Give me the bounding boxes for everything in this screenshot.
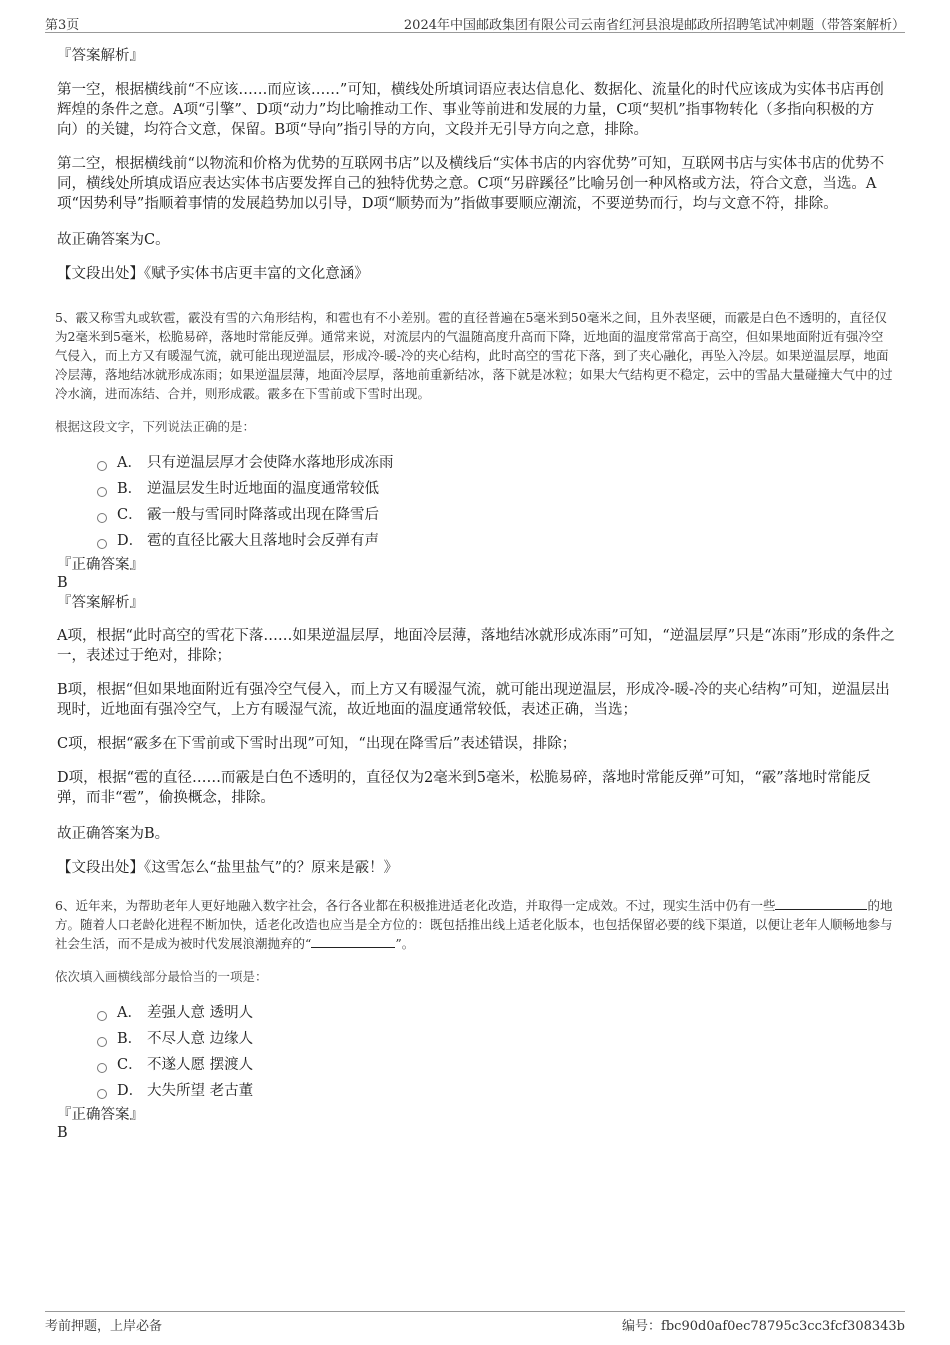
radio-icon[interactable] bbox=[97, 1063, 107, 1073]
q5-question-text: 5、霰又称雪丸或软雹，霰没有雪的六角形结构，和雹也有不小差别。雹的直径普遍在5毫米到50毫米之间，且外表坚硬，而霰是白色不透明的，直径仅为2毫米到5毫米，松脆易碎，落地时常能反弹。通常来说，对流层内的气温随高度升高而下降，近地面的温度常常高于高空，但如果地面附近有强冷空气侵入，而上方又有暖湿气流，就可能出现逆温层，形成冷-暖-冷的夹心结构，此时高空的雪花下落，到了夹心融化，再坠入冷层。如果逆温层厚，地面冷层薄，落地结冰就形成冻雨；如果逆温层薄，地面冷层厚，落地前重新结冰，落下就是冰粒；如果大气结构更不稳定，云中的雪晶大量碰撞大气中的过冷水滴，进而冻结、合并，则形成霰。霰多在下雪前或下雪时出现。 bbox=[55, 310, 893, 401]
page-content bbox=[55, 46, 895, 1142]
q4-conclusion: 故正确答案为C。 bbox=[57, 232, 170, 248]
q5-analysis-d: D项，根据“雹的直径……而霰是白色不透明的，直径仅为2毫米到5毫米，松脆易碎，落地时常能反弹”可知，“霰”落地时常能反弹，而非“雹”，偷换概念，排除。 bbox=[57, 770, 871, 806]
q4-analysis-para1: 第一空，根据横线前“不应该……而应该……”可知，横线处所填词语应表达信息化、数据化、流量化的时代应该成为实体书店再创辉煌的条件之意。A项“引擎”、D项“动力”均比喻推动工作、事业等前进和发展的力量，C项“契机”指事物转化（多指向积极的方向）的关键，均符合文意，保留。B项“导向”指引导的方向，文段并无引导方向之意，排除。 bbox=[57, 82, 884, 138]
footer-doc-id: 编号：fbc90d0af0ec78795c3cc3fcf308343b bbox=[622, 1319, 905, 1334]
radio-icon[interactable] bbox=[97, 1089, 107, 1099]
radio-icon[interactable] bbox=[97, 461, 107, 471]
footer-slogan: 考前押题，上岸必备 bbox=[45, 1319, 163, 1334]
q5-option-d[interactable]: D． 雹的直径比霰大且落地时会反弹有声 bbox=[97, 528, 895, 554]
radio-icon[interactable] bbox=[97, 1011, 107, 1021]
q5-option-a[interactable]: A． 只有逆温层厚才会使降水落地形成冻雨 bbox=[97, 450, 895, 476]
radio-icon[interactable] bbox=[97, 1037, 107, 1047]
q5-option-c[interactable]: C． 霰一般与雪同时降落或出现在降雪后 bbox=[97, 502, 895, 528]
fill-blank-2 bbox=[311, 935, 395, 948]
q5-correct-answer: B bbox=[57, 575, 68, 591]
q4-analysis-para2: 第二空，根据横线前“以物流和价格为优势的互联网书店”以及横线后“实体书店的内容优势”可知，互联网书店与实体书店的优势不同，横线处所填成语应表达实体书店要发挥自己的独特优势之意。C项“另辟蹊径”比喻另创一种风格或方法，符合文意，当选。A项“因势利导”指顺着事情的发展趋势加以引导，D项“顺势而为”指做事要顺应潮流，不要逆势而行，均与文意不符，排除。 bbox=[57, 156, 885, 212]
radio-icon[interactable] bbox=[97, 539, 107, 549]
q6-correct-label: 『正确答案』 bbox=[57, 1107, 144, 1123]
q5-conclusion: 故正确答案为B。 bbox=[57, 826, 170, 842]
q5-prompt: 根据这段文字，下列说法正确的是： bbox=[55, 419, 256, 434]
q6-prompt: 依次填入画横线部分最恰当的一项是： bbox=[55, 969, 268, 984]
q6-option-c[interactable]: C． 不遂人愿 摆渡人 bbox=[97, 1052, 895, 1078]
q5-correct-label: 『正确答案』 bbox=[57, 557, 144, 573]
radio-icon[interactable] bbox=[97, 487, 107, 497]
q6-question-text: 6、近年来，为帮助老年人更好地融入数字社会，各行各业都在积极推进适老化改造，并取得一定成效。不过，现实生活中仍有一些 的地方。随着人口老龄化进程不断加快，适老化改造也应当是全方位的：既包括推出线上适老化版本，也包括保留必要的线下渠道，以便让老年人顺畅地参与社会生活，而不是成为被时代发展浪潮抛弃的“ ”。 bbox=[55, 898, 893, 951]
q6-option-b[interactable]: B． 不尽人意 边缘人 bbox=[97, 1026, 895, 1052]
document-title: 2024年中国邮政集团有限公司云南省红河县浪堤邮政所招聘笔试冲刺题（带答案解析） bbox=[403, 18, 905, 33]
fill-blank-1 bbox=[775, 897, 867, 910]
q6-correct-answer: B bbox=[57, 1125, 68, 1141]
q5-analysis-label: 『答案解析』 bbox=[57, 595, 144, 611]
page-header bbox=[45, 10, 905, 33]
page-number: 第3页 bbox=[45, 18, 80, 33]
q6-option-d[interactable]: D． 大失所望 老古董 bbox=[97, 1078, 895, 1104]
q5-analysis-b: B项，根据“但如果地面附近有强冷空气侵入，而上方又有暖湿气流，就可能出现逆温层，形成冷-暖-冷的夹心结构”可知，逆温层出现时，近地面有强冷空气，上方有暖湿气流，故近地面的温度通常较低，表述正确，当选； bbox=[57, 682, 890, 718]
page-footer bbox=[45, 1311, 905, 1334]
q4-analysis-label: 『答案解析』 bbox=[57, 48, 144, 64]
q5-analysis-a: A项，根据“此时高空的雪花下落……如果逆温层厚，地面冷层薄，落地结冰就形成冻雨”可知，“逆温层厚”只是“冻雨”形成的条件之一，表述过于绝对，排除； bbox=[57, 628, 895, 664]
q6-options bbox=[97, 1000, 895, 1104]
radio-icon[interactable] bbox=[97, 513, 107, 523]
q5-options bbox=[97, 450, 895, 554]
q4-source: 【文段出处】《赋予实体书店更丰富的文化意涵》 bbox=[57, 266, 369, 282]
q5-option-b[interactable]: B． 逆温层发生时近地面的温度通常较低 bbox=[97, 476, 895, 502]
q6-option-a[interactable]: A． 差强人意 透明人 bbox=[97, 1000, 895, 1026]
q5-source: 【文段出处】《这雪怎么“盐里盐气”的？原来是霰！》 bbox=[57, 860, 399, 876]
q5-analysis-c: C项，根据“霰多在下雪前或下雪时出现”可知，“出现在降雪后”表述错误，排除； bbox=[57, 736, 577, 752]
